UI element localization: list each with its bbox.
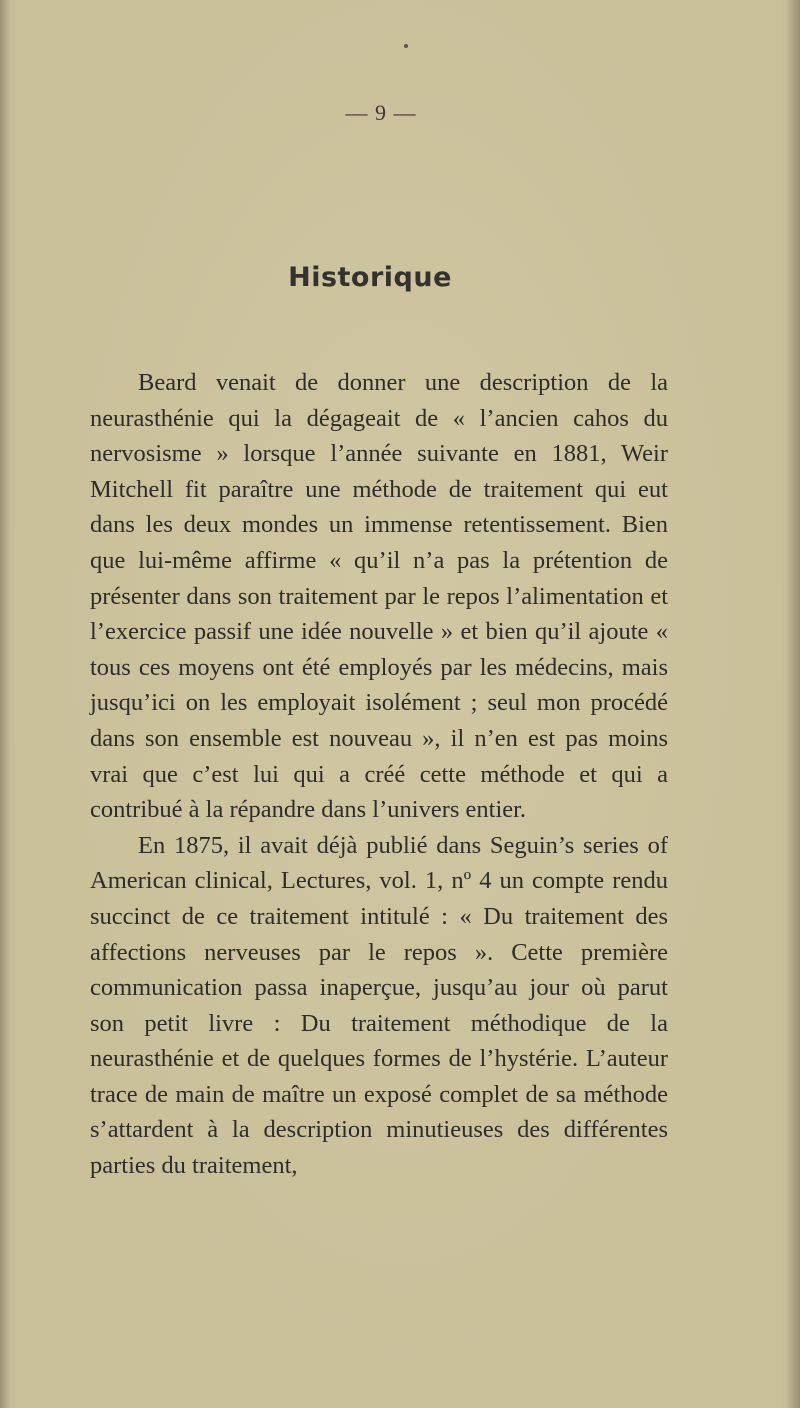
paragraph-1: Beard venait de donner une description de la neurasthénie qui la dégageait de « l’ancien cahos du nervosisme » lorsque l’année suivante en 1881, Weir Mitchell fit paraître une méthode de traitement qui eut dans les deux mondes un immense retentissement. Bien que lui-même affirme « qu’il n’a pas la prétention de présenter dans son traitement par le repos l’alimentation et l’exercice passif une idée nouvelle » et bien qu’il ajoute « tous ces moyens ont été employés par les médecins, mais jusqu’ici on les employait isolément ; seul mon procédé dans son ensemble est nouveau », il n’en est pas moins vrai que c’est lui qui a créé cette méthode et qui a contribué à la répandre dans l’univers entier. bbox=[90, 369, 668, 824]
body-text bbox=[90, 365, 668, 1184]
page-number: — 9 — bbox=[345, 100, 417, 125]
page-edge-shadow-right bbox=[786, 0, 800, 1408]
paragraph-2: En 1875, il avait déjà publié dans Seguin’s series of American clinical, Lectures, vol. 1, nº 4 un compte rendu succinct de ce traitement intitulé : « Du traitement des affections nerveuses par le repos ». Cette première communication passa inaperçue, jusqu’au jour où parut son petit livre : Du traitement méthodique de la neurasthénie et de quelques formes de l’hystérie. L’auteur trace de main de maître un exposé complet de sa méthode s’attardent à la description minutieuses des différentes parties du traitement, bbox=[90, 831, 668, 1180]
ink-speck bbox=[404, 44, 408, 48]
section-heading: Historique bbox=[288, 262, 452, 293]
page-edge-shadow-left bbox=[0, 0, 10, 1408]
